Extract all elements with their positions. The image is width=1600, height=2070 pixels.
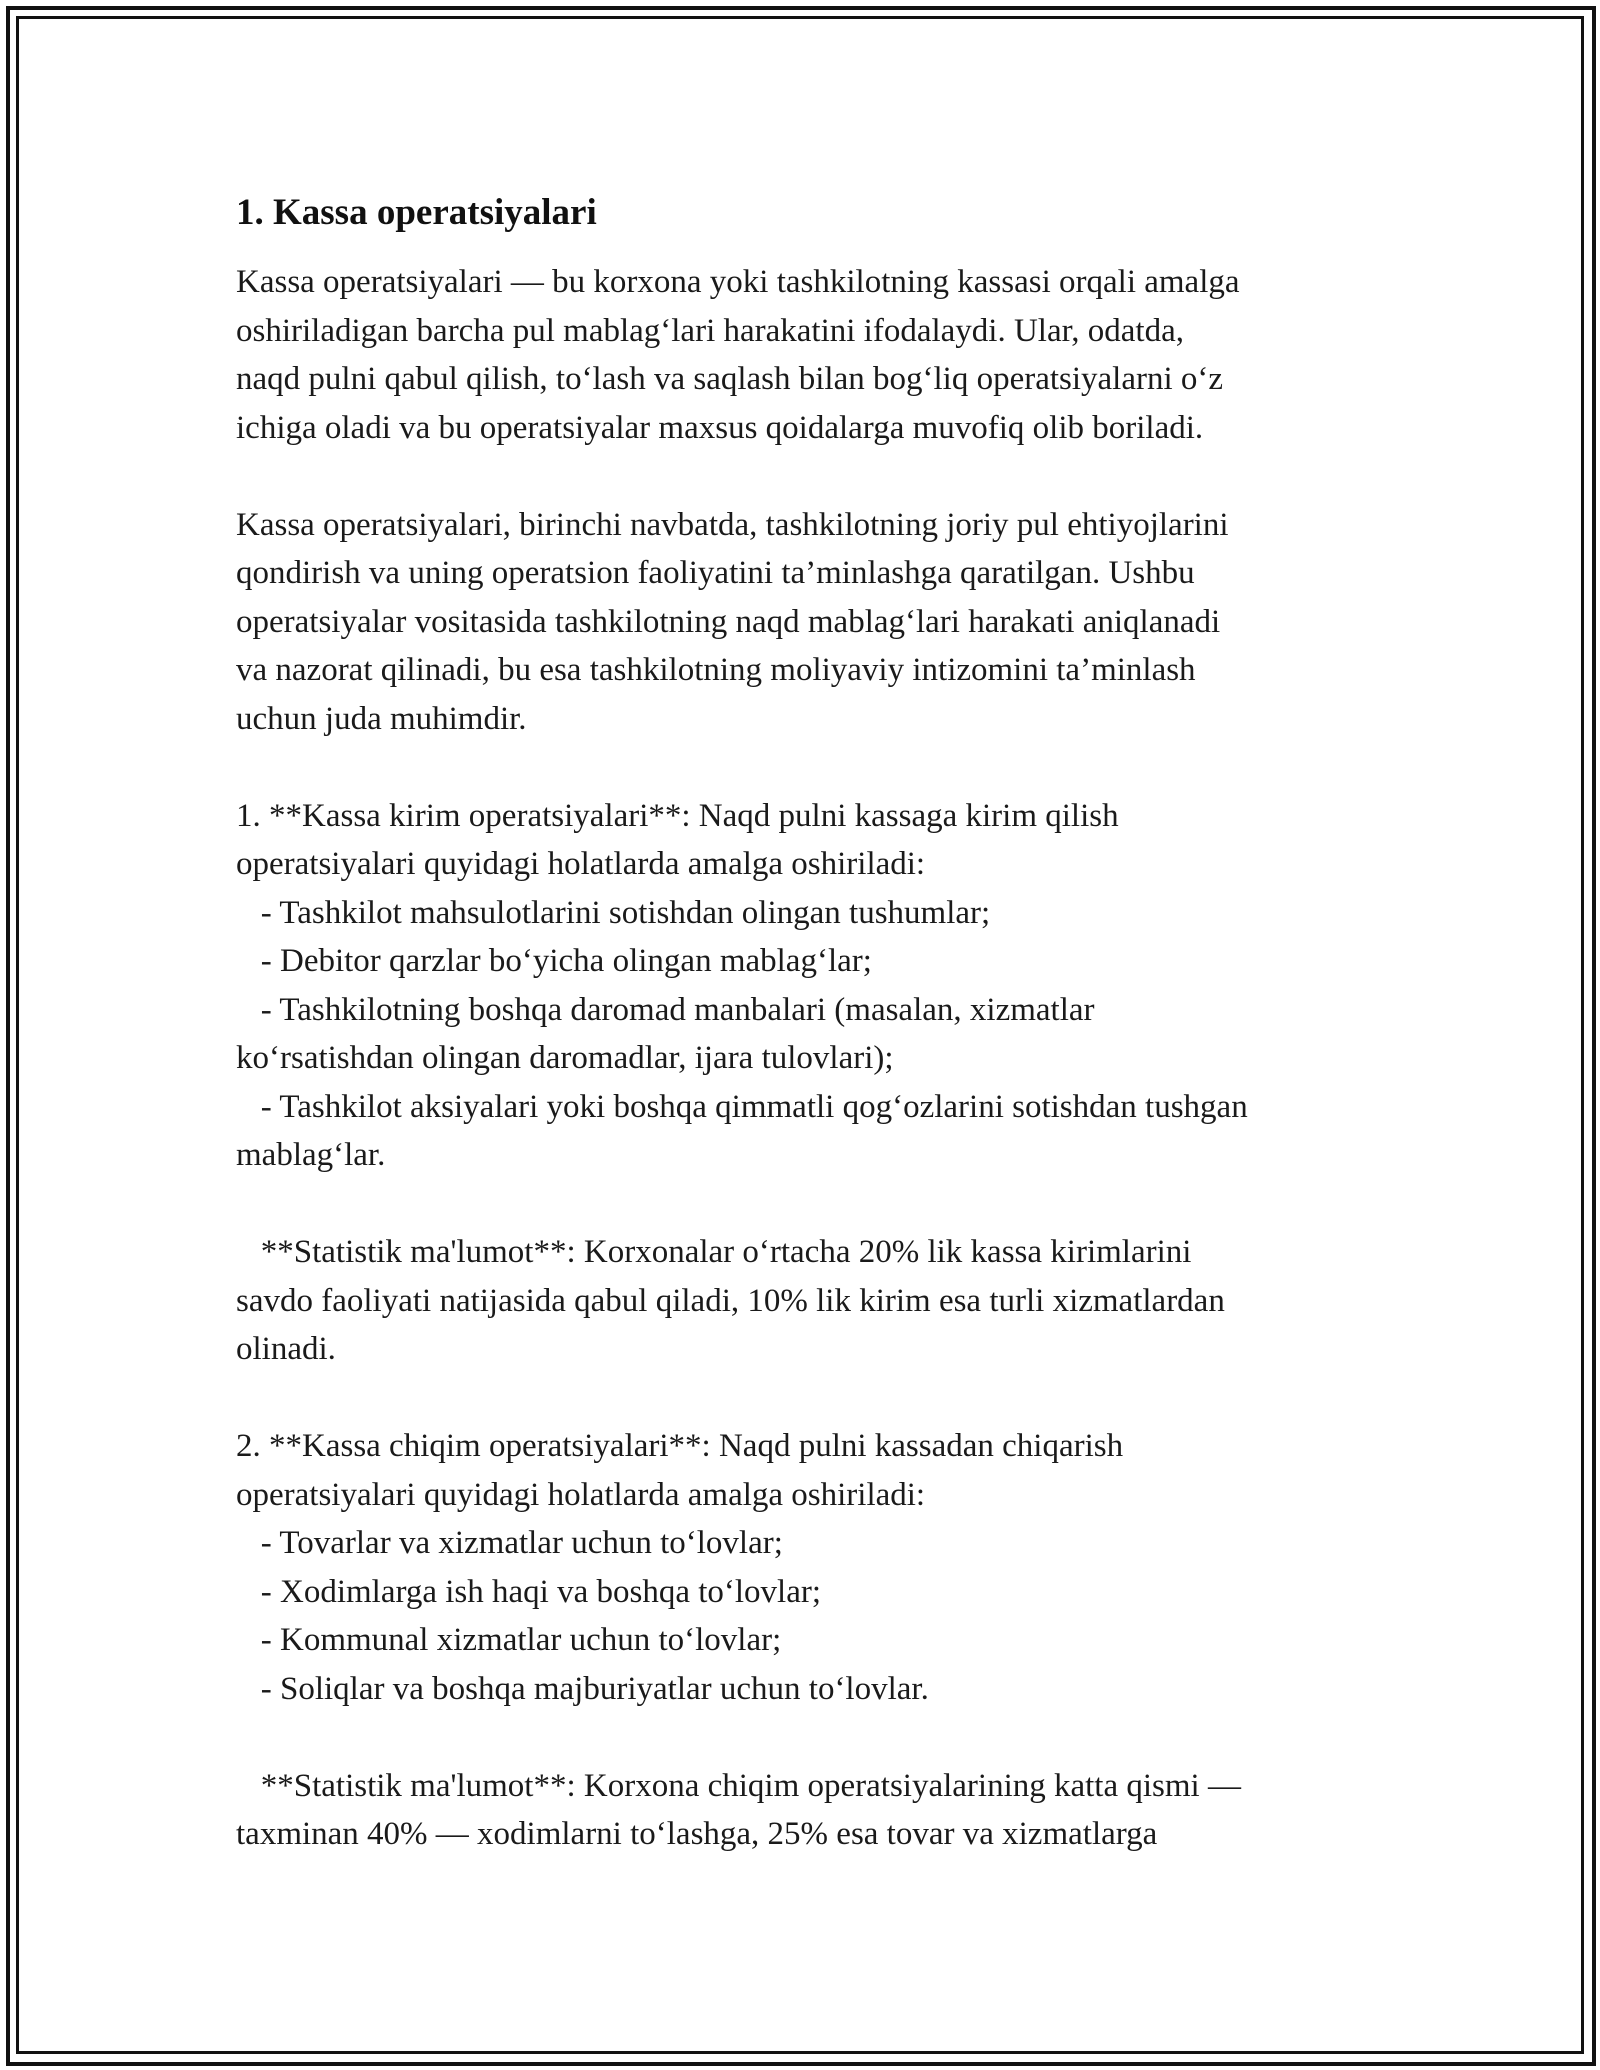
paragraph-gap bbox=[236, 1374, 1396, 1423]
text-line: 2. **Kassa chiqim operatsiyalari**: Naqd pulni kassadan chiqarish bbox=[236, 1428, 1124, 1464]
text-line: operatsiyalari quyidagi holatlarda amalga oshiriladi: bbox=[236, 1476, 926, 1513]
paragraph-gap bbox=[236, 743, 1396, 792]
text-line: olinadi. bbox=[236, 1331, 336, 1367]
paragraph-income-operations bbox=[236, 792, 1396, 1180]
list-item: - Debitor qarzlar bo‘yicha olingan mablag‘lar; bbox=[236, 943, 872, 979]
text-line: taxminan 40% — xodimlarni to‘lashga, 25% esa tovar va xizmatlarga bbox=[236, 1816, 1158, 1852]
text-line: oshiriladigan barcha pul mablag‘lari harakatini ifodalaydi. Ular, odatda, bbox=[236, 312, 1184, 349]
list-item: - Tashkilot mahsulotlarini sotishdan olingan tushumlar; bbox=[236, 894, 991, 931]
list-item: - Soliqlar va boshqa majburiyatlar uchun to‘lovlar. bbox=[236, 1670, 929, 1707]
text-line: va nazorat qilinadi, bu esa tashkilotning moliyaviy intizomini ta’minlash bbox=[236, 652, 1196, 688]
paragraph-gap bbox=[236, 1180, 1396, 1229]
text-line: Kassa operatsiyalari — bu korxona yoki tashkilotning kassasi orqali amalga bbox=[236, 264, 1240, 300]
paragraph-expense-operations bbox=[236, 1422, 1396, 1713]
text-line: uchun juda muhimdir. bbox=[236, 700, 527, 737]
text-line: Kassa operatsiyalari, birinchi navbatda, tashkilotning joriy pul ehtiyojlarini bbox=[236, 506, 1229, 543]
text-line: qondirish va uning operatsion faoliyatini ta’minlashga qaratilgan. Ushbu bbox=[236, 555, 1195, 591]
text-line: 1. **Kassa kirim operatsiyalari**: Naqd pulni kassaga kirim qilish bbox=[236, 797, 1119, 834]
paragraph-gap bbox=[236, 452, 1396, 501]
text-line: mablag‘lar. bbox=[236, 1137, 386, 1173]
list-item: - Tovarlar va xizmatlar uchun to‘lovlar; bbox=[236, 1525, 783, 1561]
text-line: operatsiyalari quyidagi holatlarda amalga oshiriladi: bbox=[236, 846, 926, 882]
paragraph-purpose bbox=[236, 501, 1396, 744]
text-line: **Statistik ma'lumot**: Korxona chiqim operatsiyalarining katta qismi — bbox=[236, 1767, 1241, 1804]
list-item: - Xodimlarga ish haqi va boshqa to‘lovlar; bbox=[236, 1573, 822, 1610]
text-line: operatsiyalar vositasida tashkilotning naqd mablag‘lari harakati aniqlanadi bbox=[236, 603, 1221, 640]
list-item: - Kommunal xizmatlar uchun to‘lovlar; bbox=[236, 1622, 782, 1658]
paragraph-intro bbox=[236, 258, 1396, 452]
text-line: **Statistik ma'lumot**: Korxonalar o‘rtacha 20% lik kassa kirimlarini bbox=[236, 1234, 1192, 1270]
paragraph-expense-statistics bbox=[236, 1762, 1396, 1859]
text-line: ichiga oladi va bu operatsiyalar maxsus qoidalarga muvofiq olib boriladi. bbox=[236, 409, 1204, 446]
paragraph-income-statistics bbox=[236, 1228, 1396, 1374]
list-item: - Tashkilotning boshqa daromad manbalari (masalan, xizmatlar bbox=[236, 991, 1095, 1028]
text-line: savdo faoliyati natijasida qabul qiladi, 10% lik kirim esa turli xizmatlardan bbox=[236, 1282, 1225, 1319]
document-title: 1. Kassa operatsiyalari bbox=[236, 192, 597, 233]
text-line: ko‘rsatishdan olingan daromadlar, ijara tulovlari); bbox=[236, 1040, 894, 1076]
list-item: - Tashkilot aksiyalari yoki boshqa qimmatli qog‘ozlarini sotishdan tushgan bbox=[236, 1088, 1248, 1125]
paragraph-gap bbox=[236, 1713, 1396, 1762]
text-line: naqd pulni qabul qilish, to‘lash va saqlash bilan bog‘liq operatsiyalarni o‘z bbox=[236, 361, 1224, 397]
document-body bbox=[236, 188, 1396, 1859]
